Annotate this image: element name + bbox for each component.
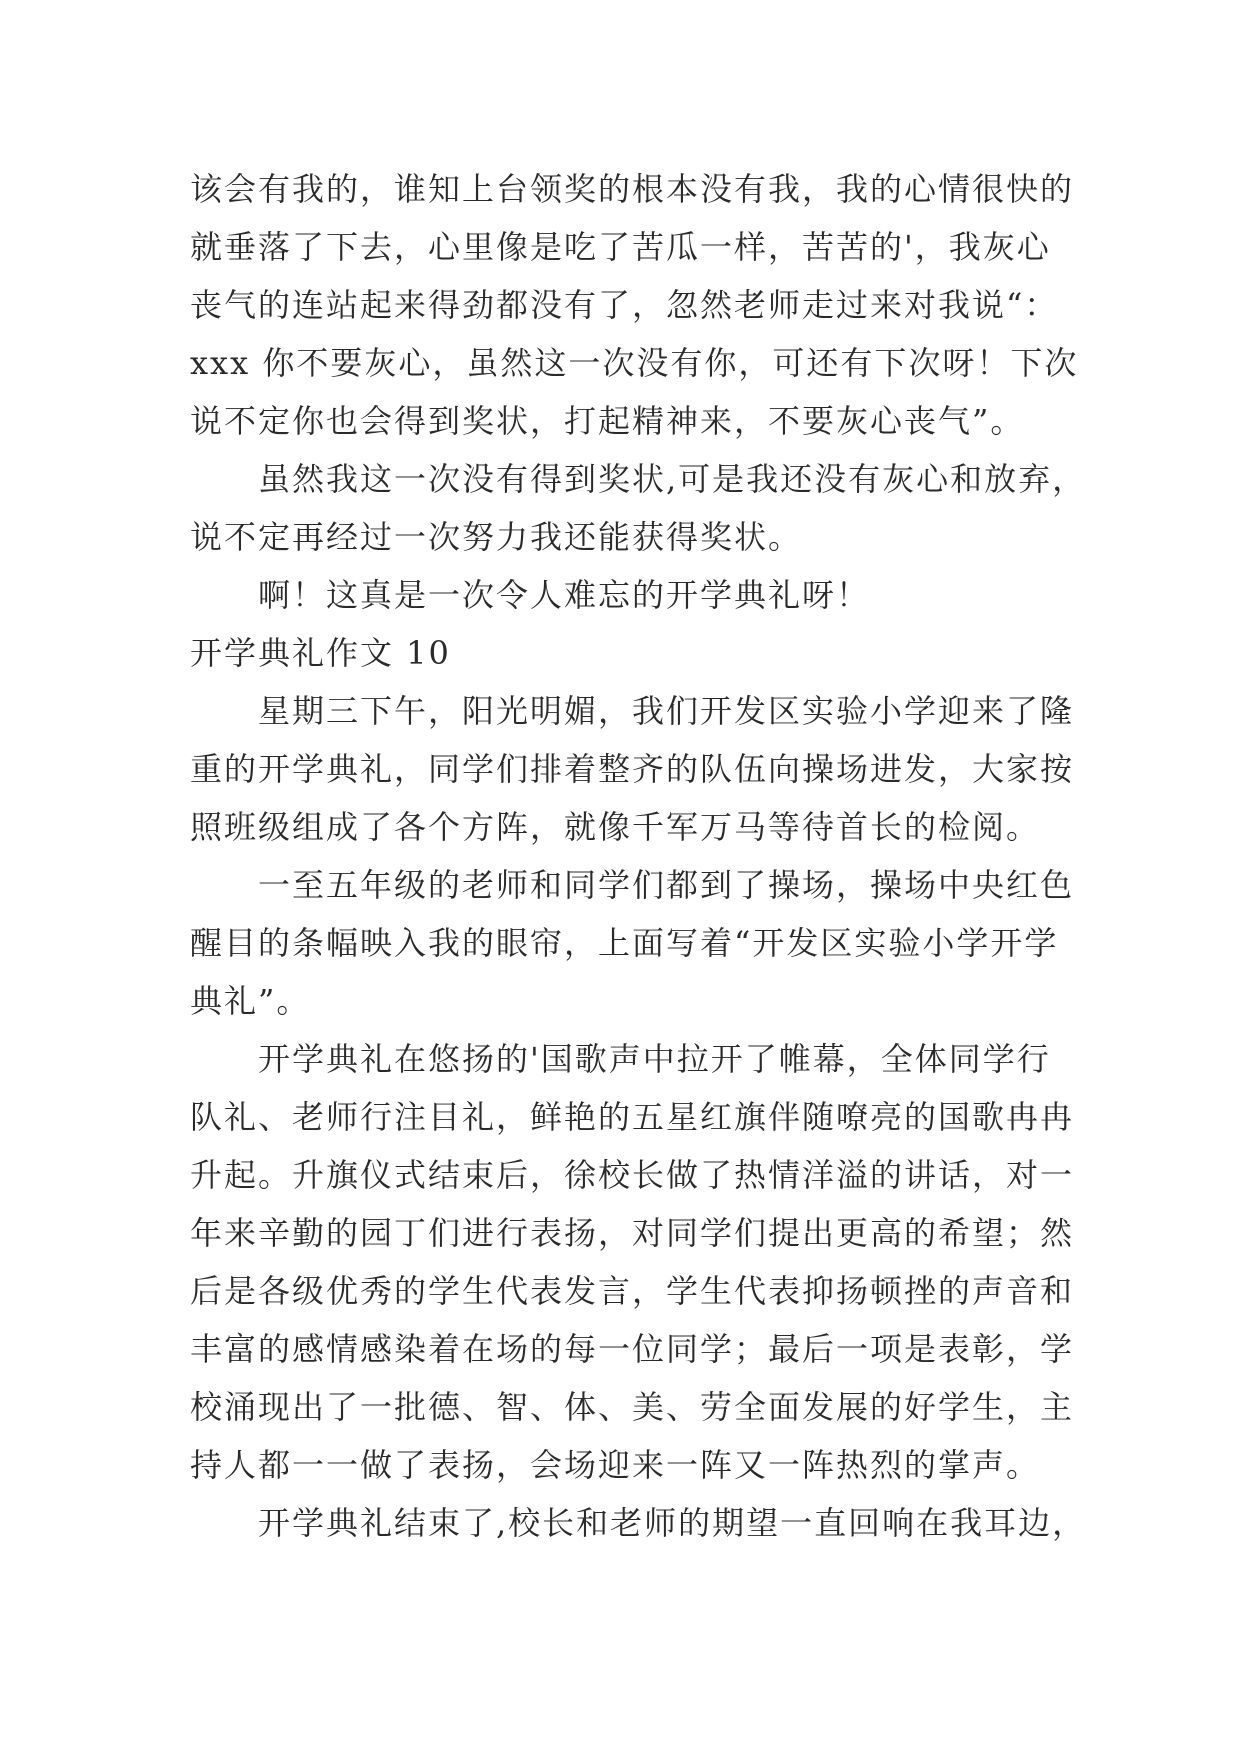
document-body [190, 160, 1087, 1552]
text-line: 说不定再经过一次努力我还能获得奖状。 [190, 518, 803, 556]
paragraph-2 [190, 450, 1087, 566]
text-line: 年来辛勤的园丁们进行表扬，对同学们提出更高的希望；然 [190, 1214, 1075, 1252]
text-line: 典礼”。 [190, 982, 311, 1020]
text-line: 持人都一一做了表扬，会场迎来一阵又一阵热烈的掌声。 [190, 1446, 1041, 1484]
text-line: 开学典礼在悠扬的'国歌声中拉开了帷幕，全体同学行 [258, 1040, 1051, 1078]
paragraph-6 [190, 1030, 1075, 1494]
text-line: 后是各级优秀的学生代表发言，学生代表抑扬顿挫的声音和 [190, 1272, 1075, 1310]
text-line: 丰富的感情感染着在场的每一位同学；最后一项是表彰，学 [190, 1330, 1075, 1368]
paragraph-5 [190, 856, 1075, 1030]
text-line: 醒目的条幅映入我的眼帘，上面写着“开发区实验小学开学 [190, 924, 1059, 962]
text-line: 该会有我的，谁知上台领奖的根本没有我，我的心情很快的 [190, 170, 1075, 208]
paragraph-4 [190, 682, 1075, 856]
text-line: 队礼、老师行注目礼，鲜艳的五星红旗伴随嘹亮的国歌冉冉 [190, 1098, 1075, 1136]
text-line: 说不定你也会得到奖状，打起精神来，不要灰心丧气”。 [190, 402, 1025, 440]
text-line: 虽然我这一次没有得到奖状,可是我还没有灰心和放弃， [258, 460, 1087, 498]
text-line: xxx 你不要灰心，虽然这一次没有你，可还有下次呀！下次 [190, 344, 1079, 382]
text-line: 星期三下午，阳光明媚，我们开发区实验小学迎来了隆 [258, 692, 1075, 730]
text-line: 啊！这真是一次令人难忘的开学典礼呀！ [258, 576, 871, 614]
paragraph-1 [190, 160, 1079, 450]
paragraph-3 [190, 566, 1070, 624]
text-line: 就垂落了下去，心里像是吃了苦瓜一样，苦苦的'，我灰心 [190, 228, 1051, 266]
text-line: 校涌现出了一批德、智、体、美、劳全面发展的好学生，主 [190, 1388, 1075, 1426]
text-line: 丧气的连站起来得劲都没有了，忽然老师走过来对我说“： [190, 286, 1059, 324]
text-line: 照班级组成了各个方阵，就像千军万马等待首长的检阅。 [190, 808, 1041, 846]
paragraph-7 [190, 1494, 1087, 1552]
text-line: 升起。升旗仪式结束后，徐校长做了热情洋溢的讲话，对一 [190, 1156, 1075, 1194]
section-heading: 开学典礼作文 10 [190, 634, 451, 672]
text-line: 一至五年级的老师和同学们都到了操场，操场中央红色 [258, 866, 1075, 904]
text-line: 开学典礼结束了,校长和老师的期望一直回响在我耳边， [258, 1504, 1087, 1542]
text-line: 重的开学典礼，同学们排着整齐的队伍向操场进发，大家按 [190, 750, 1075, 788]
